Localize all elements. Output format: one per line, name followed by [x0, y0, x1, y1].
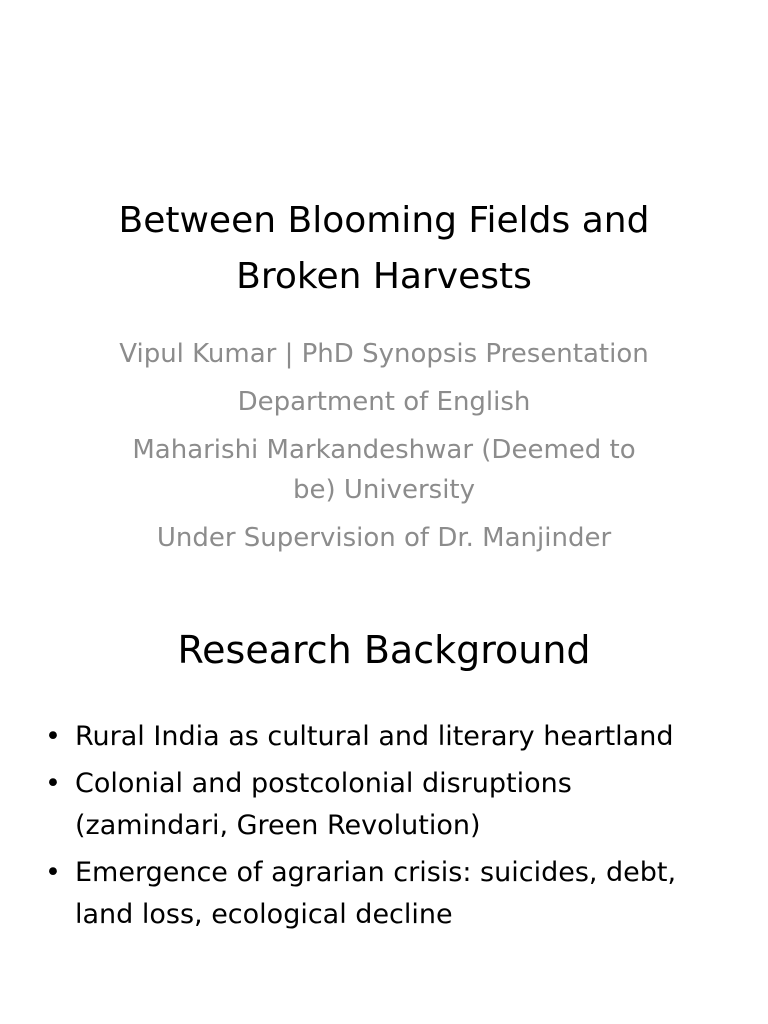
slide-heading: Research Background: [177, 628, 591, 672]
supervisor-line: Under Supervision of Dr. Manjinder: [156, 523, 612, 553]
bullet-icon: •: [45, 721, 61, 752]
university-line: Maharishi Markandeshwar (Deemed to be) University: [132, 435, 636, 505]
list-item: [40, 763, 720, 847]
bullet-list: [40, 716, 720, 941]
bullet-text: Colonial and postcolonial disruptions (zamindari, Green Revolution): [75, 768, 572, 841]
presentation-title: Between Blooming Fields and Broken Harvests: [118, 200, 650, 297]
bullet-icon: •: [45, 768, 61, 799]
bullet-text: Rural India as cultural and literary heartland: [75, 721, 674, 752]
department-line: Department of English: [237, 387, 531, 417]
author-line: Vipul Kumar | PhD Synopsis Presentation: [119, 339, 649, 369]
bullet-icon: •: [45, 857, 61, 888]
bullet-text: Emergence of agrarian crisis: suicides, debt, land loss, ecological decline: [75, 857, 677, 930]
list-item: [40, 716, 720, 758]
list-item: [40, 852, 720, 936]
research-background-slide: [0, 576, 768, 1024]
subtitle-block: [110, 334, 658, 566]
